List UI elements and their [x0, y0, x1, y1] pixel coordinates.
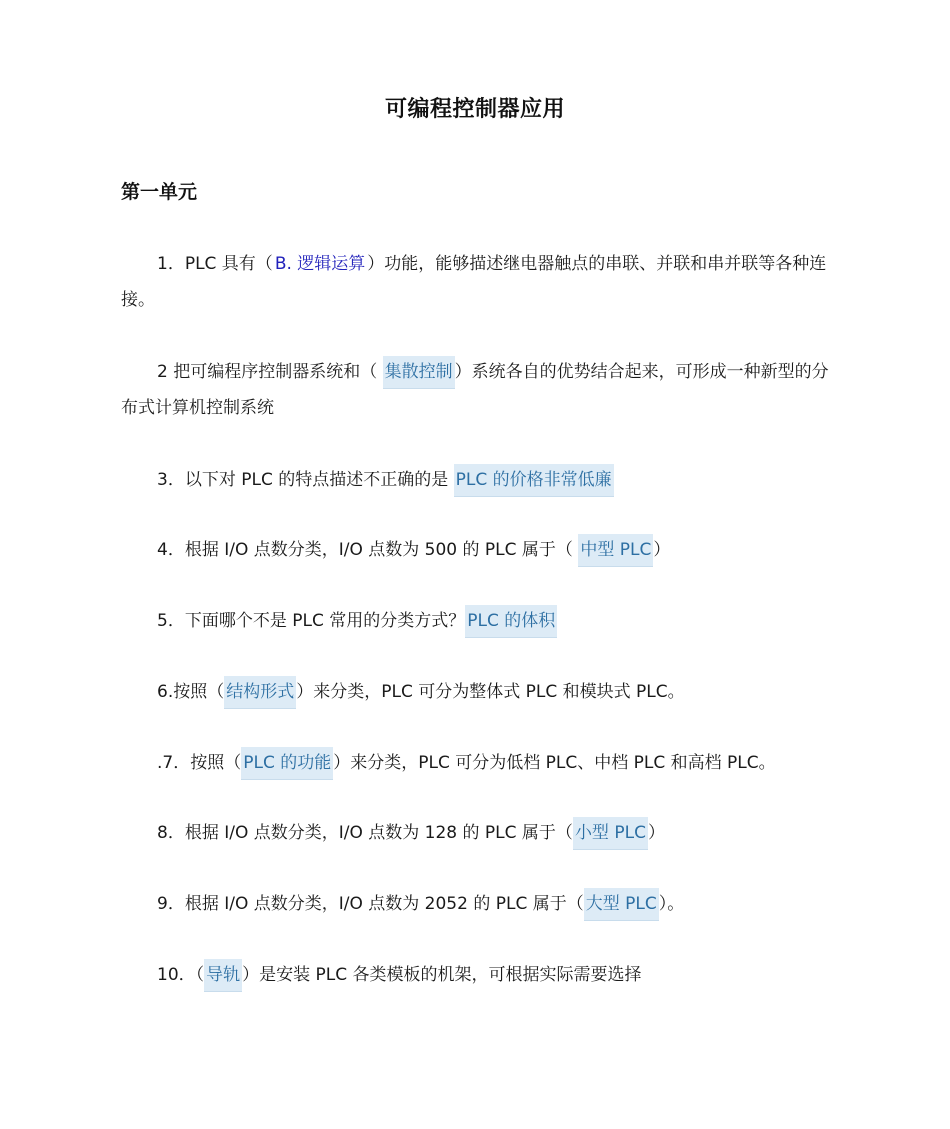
question-2-answer: 集散控制 — [383, 356, 455, 389]
question-2-pre: 2 把可编程序控制器系统和（ — [157, 362, 383, 382]
question-7-pre: .7．按照（ — [157, 753, 242, 773]
question-10-answer: 导轨 — [204, 959, 242, 992]
question-4-pre: 4．根据 I/O 点数分类，I/O 点数为 500 的 PLC 属于（ — [157, 540, 579, 560]
question-5-answer: PLC 的体积 — [465, 605, 557, 638]
question-1-pre: 1．PLC 具有（ — [157, 254, 273, 274]
question-5 — [121, 603, 831, 639]
question-1 — [121, 246, 831, 318]
question-8-answer: 小型 PLC — [573, 817, 648, 850]
question-8-pre: 8．根据 I/O 点数分类，I/O 点数为 128 的 PLC 属于（ — [157, 823, 573, 843]
document-title: 可编程控制器应用 — [384, 97, 565, 122]
question-9 — [121, 886, 831, 922]
question-10 — [121, 957, 831, 993]
question-3-pre: 3．以下对 PLC 的特点描述不正确的是 — [157, 470, 454, 490]
question-7-answer: PLC 的功能 — [241, 747, 333, 780]
question-9-answer: 大型 PLC — [584, 888, 659, 921]
question-6-post: ）来分类，PLC 可分为整体式 PLC 和模块式 PLC。 — [296, 682, 685, 702]
section-heading: 第一单元 — [121, 181, 198, 203]
question-1-answer: B. 逻辑运算 — [274, 254, 366, 274]
question-10-post: ）是安装 PLC 各类模板的机架，可根据实际需要选择 — [242, 965, 642, 985]
question-6 — [121, 674, 831, 710]
question-3-answer: PLC 的价格非常低廉 — [454, 464, 614, 497]
question-2-post: ）系统各自的优势结合起来，可形成一种新型的分布式计算机控制系统 — [121, 362, 829, 418]
question-9-pre: 9．根据 I/O 点数分类，I/O 点数为 2052 的 PLC 属于（ — [157, 894, 584, 914]
question-1-post: ）功能，能够描述继电器触点的串联、并联和串并联等各种连接。 — [121, 254, 827, 310]
question-7-post: ）来分类，PLC 可分为低档 PLC、中档 PLC 和高档 PLC。 — [333, 753, 776, 773]
question-2 — [121, 354, 831, 426]
question-4 — [121, 532, 831, 568]
question-4-answer: 中型 PLC — [578, 534, 653, 567]
question-3 — [121, 462, 831, 498]
question-9-post: ）。 — [658, 894, 685, 914]
question-8 — [121, 815, 831, 851]
question-6-pre: 6.按照（ — [157, 682, 225, 702]
question-8-post: ） — [647, 823, 665, 843]
question-6-answer: 结构形式 — [224, 676, 296, 709]
question-5-pre: 5．下面哪个不是 PLC 常用的分类方式？ — [157, 611, 466, 631]
question-7 — [121, 745, 831, 781]
question-4-post: ） — [653, 540, 671, 560]
question-10-pre: 10．（ — [157, 965, 205, 985]
